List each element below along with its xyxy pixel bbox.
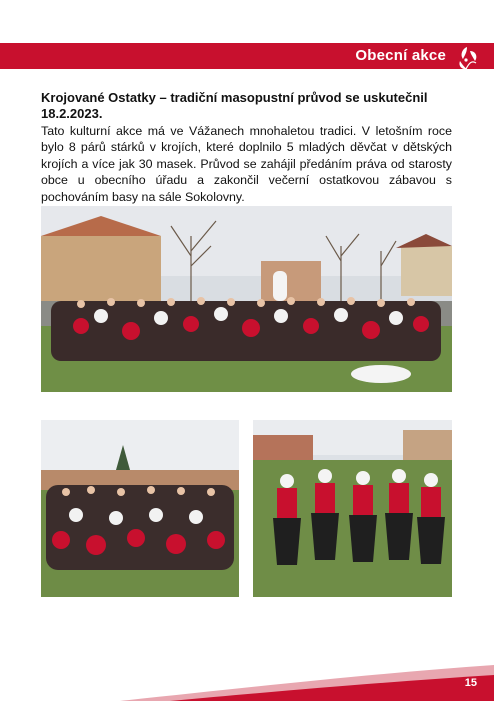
page-number: 15: [464, 677, 477, 689]
article: [41, 90, 452, 205]
photo-girls-costumes: [253, 420, 452, 597]
photo-group-hill: [41, 420, 239, 597]
floral-ornament-icon: [454, 43, 480, 73]
photo-group-village: [41, 206, 452, 392]
article-body: Tato kulturní akce má ve Vážanech mnohaletou tradici. V letošním roce bylo 8 párů stárků v krojích, které doplnilo 5 mladých děvčat v dětských krojích a více jak 30 masek. Průvod se zahájil předáním práva od starosty obce u obecního úřadu a zakončil večerní ostatkovou zábavou s pochováním basy na sále Sokolovny.: [41, 124, 452, 204]
footer-swoosh: [0, 651, 494, 701]
section-title: Obecní akce: [355, 47, 446, 64]
article-title: Krojované Ostatky – tradiční masopustní průvod se uskutečnil 18.2.2023.: [41, 90, 428, 121]
